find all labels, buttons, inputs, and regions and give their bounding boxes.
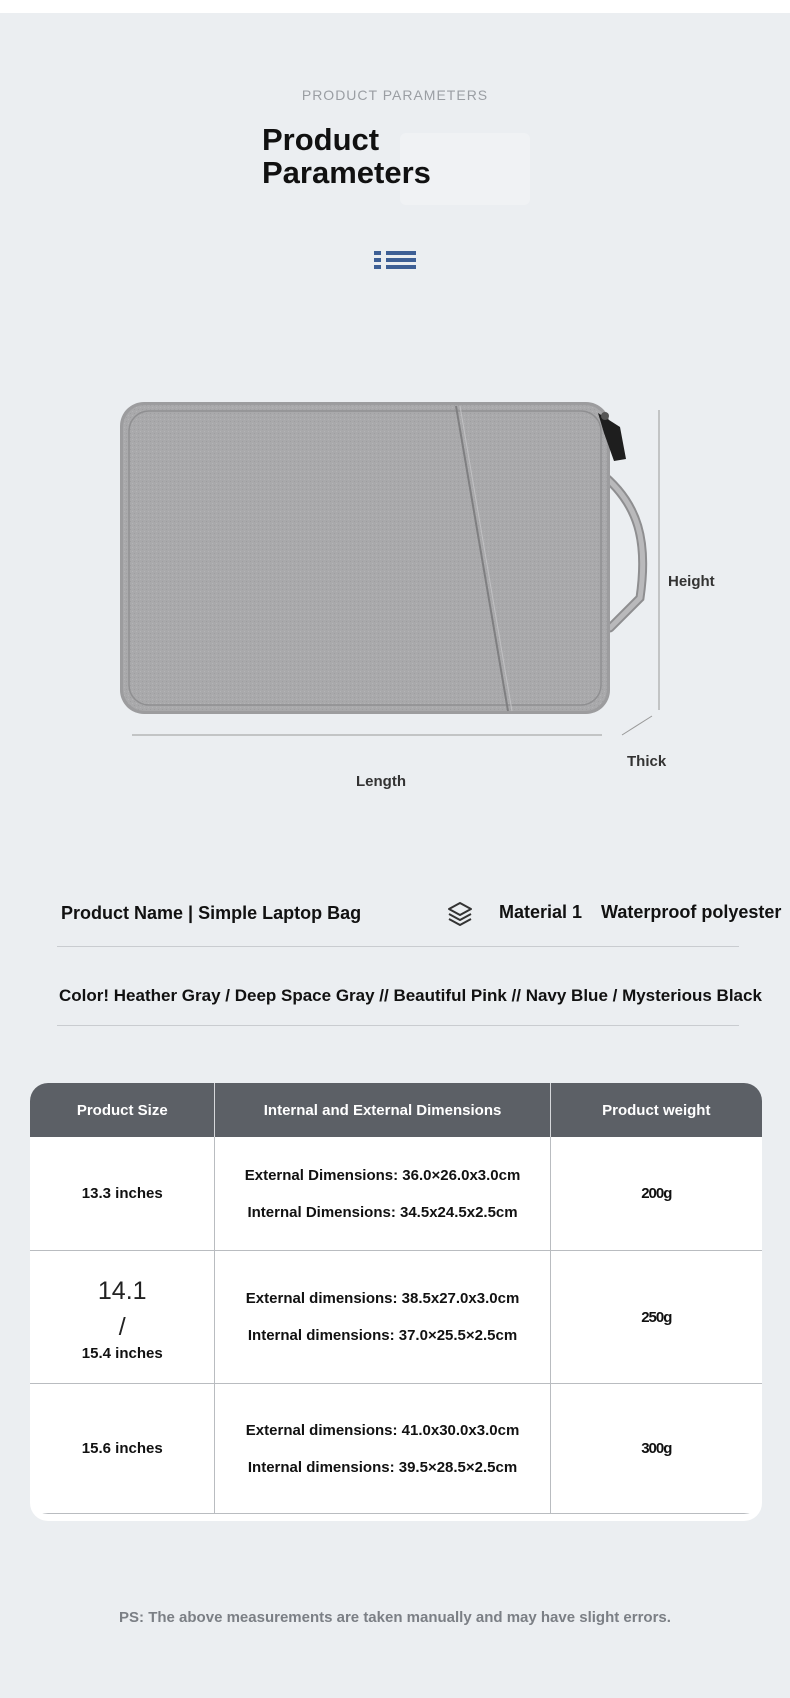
internal-dimensions: Internal dimensions: 37.0×25.5×2.5cm (247, 1327, 518, 1344)
header-product-size: Product Size (30, 1083, 214, 1137)
material-label: Material 1 (499, 902, 583, 922)
size-value: 15.4 inches (81, 1344, 163, 1362)
size-value: 13.3 inches (81, 1185, 163, 1202)
internal-dimensions: Internal dimensions: 39.5×28.5×2.5cm (247, 1458, 518, 1476)
color-options: Color! Heather Gray / Deep Space Gray // Beautiful Pink // Navy Blue / Mysterious Black (59, 986, 762, 1005)
weight-cell: 250g (550, 1251, 762, 1384)
thick-label: Thick (627, 753, 667, 770)
page-title-line-2: Parameters (262, 155, 431, 190)
header-weight: Product weight (550, 1083, 762, 1137)
size-cell (30, 1137, 214, 1251)
material-value: Waterproof polyester (601, 902, 782, 922)
dimensions-cell (214, 1137, 549, 1251)
external-dimensions: External Dimensions: 36.0×26.0x3.0cm (244, 1166, 521, 1184)
page-title (262, 123, 522, 189)
laptop-bag-diagram (100, 383, 720, 823)
table-row (30, 1384, 762, 1514)
size-cell (30, 1384, 214, 1514)
product-parameters-page (0, 13, 790, 1698)
size-value-main: 14.1 (97, 1276, 147, 1305)
header-dimensions: Internal and External Dimensions (214, 1083, 549, 1137)
table-row (30, 1137, 762, 1251)
info-row-name-material (57, 890, 782, 947)
section-eyebrow: PRODUCT PARAMETERS (301, 87, 489, 103)
weight-cell: 300g (550, 1384, 762, 1514)
info-row-color (57, 946, 762, 1026)
size-value: 15.6 inches (81, 1440, 163, 1457)
layers-icon (447, 901, 473, 927)
page-title-line-1: Product (262, 122, 380, 157)
size-separator: / (118, 1312, 126, 1341)
height-label: Height (668, 573, 715, 590)
dimensions-cell (214, 1251, 549, 1384)
list-icon (374, 250, 416, 270)
weight-cell: 200g (550, 1137, 762, 1251)
size-spec-table (30, 1083, 762, 1514)
dimensions-cell (214, 1384, 549, 1514)
external-dimensions: External dimensions: 41.0x30.0x3.0cm (245, 1421, 520, 1439)
internal-dimensions: Internal Dimensions: 34.5x24.5x2.5cm (247, 1203, 518, 1221)
length-label: Length (356, 773, 406, 790)
product-name: Product Name | Simple Laptop Bag (61, 903, 362, 923)
external-dimensions: External dimensions: 38.5x27.0x3.0cm (245, 1290, 520, 1307)
size-cell (30, 1251, 214, 1384)
measurement-note: PS: The above measurements are taken manually and may have slight errors. (119, 1609, 671, 1626)
table-row (30, 1251, 762, 1384)
